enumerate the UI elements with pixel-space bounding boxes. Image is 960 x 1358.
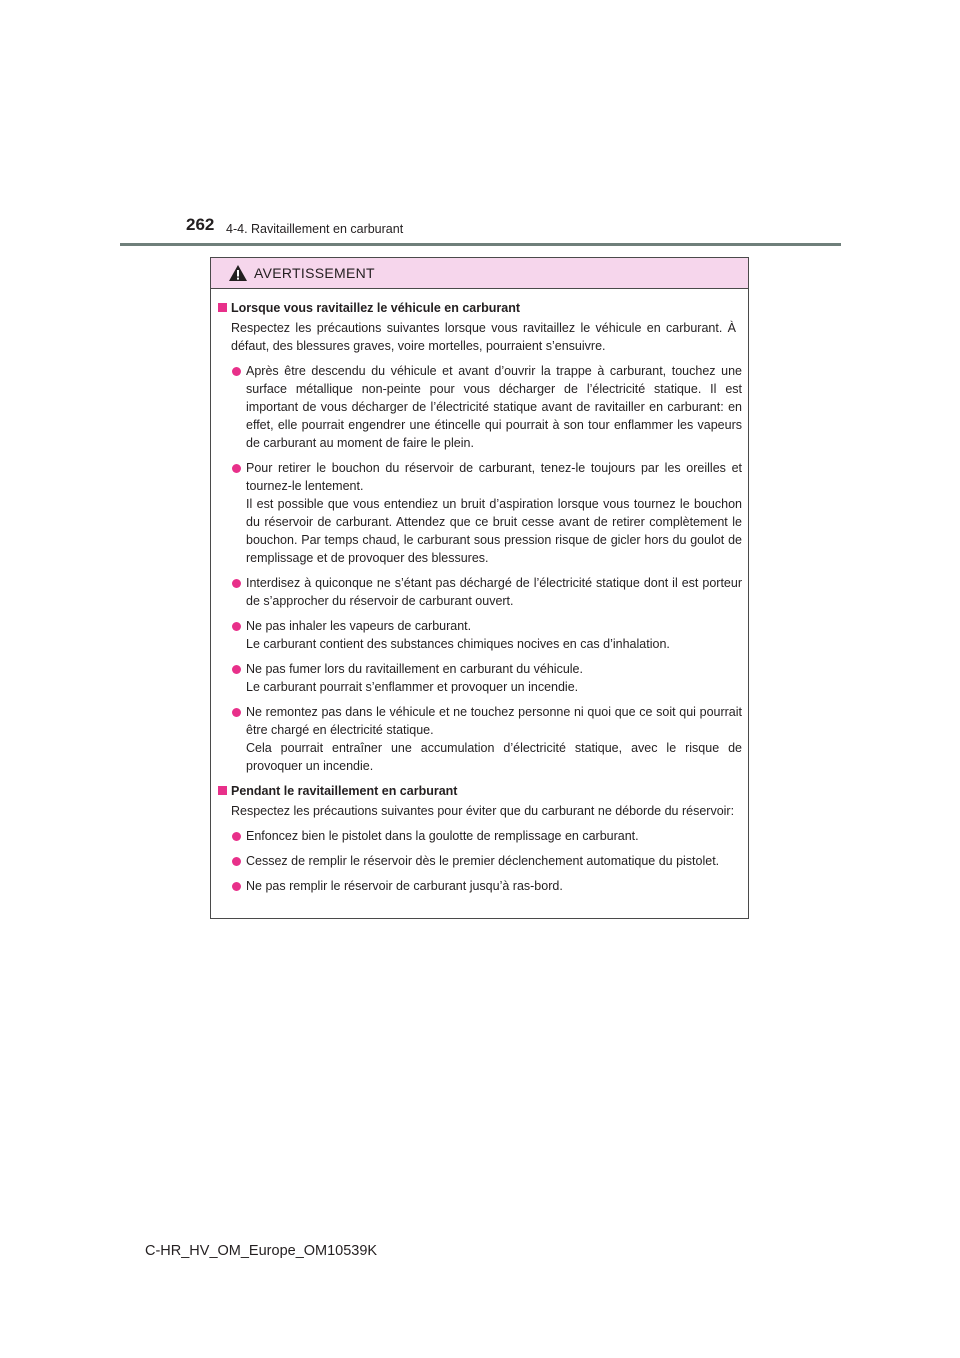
- warning-section: [217, 299, 742, 775]
- bullet-paragraph: Ne pas fumer lors du ravitaillement en carburant du véhicule.: [246, 662, 583, 676]
- dot-bullet-icon: [232, 579, 241, 588]
- header-rule: [120, 243, 841, 246]
- dot-bullet-icon: [232, 367, 241, 376]
- bullet-paragraph: Pour retirer le bouchon du réservoir de carburant, tenez-le toujours par les oreilles et tournez-le lentement.: [246, 461, 742, 493]
- bullet-text: [246, 362, 742, 452]
- bullet-text: [246, 574, 742, 610]
- bullet-paragraph: Le carburant contient des substances chimiques nocives en cas d’inhalation.: [246, 637, 670, 651]
- bullet-text: [246, 617, 742, 653]
- section-heading-text: Pendant le ravitaillement en carburant: [231, 784, 458, 798]
- section-title: 4-4. Ravitaillement en carburant: [226, 222, 404, 236]
- section-heading-text: Lorsque vous ravitaillez le véhicule en carburant: [231, 301, 520, 315]
- bullet-item: [232, 574, 742, 610]
- warning-box: [210, 257, 749, 919]
- bullet-paragraph: Il est possible que vous entendiez un bruit d’aspiration lorsque vous tournez le bouchon du réservoir de carburant. Attendez que ce bruit cesse avant de retirer complètement le bouchon. Par temps chaud, le carburant sous pression risque de gicler hors du goulot de remplissage et de provoquer des blessures.: [246, 497, 742, 565]
- section-intro: Respectez les précautions suivantes lorsque vous ravitaillez le véhicule en carburant. À défaut, des blessures graves, voire mortelles, pourraient s’ensuivre.: [231, 321, 736, 353]
- footer-doc-code: C-HR_HV_OM_Europe_OM10539K: [145, 1243, 378, 1259]
- bullet-paragraph: Le carburant pourrait s’enflammer et provoquer un incendie.: [246, 680, 579, 694]
- bullet-paragraph: Après être descendu du véhicule et avant d’ouvrir la trappe à carburant, touchez une surface métallique non-peinte pour vous décharger de l’électricité statique. Il est important de vous décharger de l’électricité statique avant de ravitailler en carburant: en effet, elle pourrait engendrer une étincelle qui pourrait à son tour enflammer les vapeurs de carburant au moment de faire le plein.: [246, 364, 742, 450]
- dot-bullet-icon: [232, 832, 241, 841]
- bullet-paragraph: Ne pas inhaler les vapeurs de carburant.: [246, 619, 472, 633]
- square-bullet-icon: [218, 786, 227, 795]
- bullet-paragraph: Enfoncez bien le pistolet dans la goulotte de remplissage en carburant.: [246, 829, 639, 843]
- bullet-paragraph: Ne remontez pas dans le véhicule et ne touchez personne ni quoi que ce soit qui pourrait être chargé en électricité statique.: [246, 705, 742, 737]
- square-bullet-icon: [218, 303, 227, 312]
- section-heading: [217, 782, 742, 800]
- bullet-item: [232, 617, 742, 653]
- bullet-paragraph: Interdisez à quiconque ne s’étant pas déchargé de l’électricité statique dont il est porteur de s’approcher du réservoir de carburant ouvert.: [246, 576, 742, 608]
- bullet-paragraph: Ne pas remplir le réservoir de carburant jusqu’à ras-bord.: [246, 879, 563, 893]
- warning-triangle-icon: [228, 264, 248, 282]
- bullet-text: [246, 459, 742, 567]
- bullet-text: [246, 660, 742, 696]
- bullet-item: [232, 827, 742, 845]
- dot-bullet-icon: [232, 882, 241, 891]
- bullet-text: [246, 877, 742, 895]
- warning-section: [217, 782, 742, 895]
- dot-bullet-icon: [232, 665, 241, 674]
- bullet-item: [232, 459, 742, 567]
- bullet-item: [232, 660, 742, 696]
- bullet-text: [246, 827, 742, 845]
- warning-header: [211, 258, 748, 289]
- section-heading: [217, 299, 742, 317]
- dot-bullet-icon: [232, 857, 241, 866]
- bullet-paragraph: Cessez de remplir le réservoir dès le premier déclenchement automatique du pistolet.: [246, 854, 720, 868]
- bullet-item: [232, 852, 742, 870]
- section-intro: Respectez les précautions suivantes pour éviter que du carburant ne déborde du réservoir:: [231, 804, 735, 818]
- bullet-item: [232, 877, 742, 895]
- bullet-item: [232, 362, 742, 452]
- warning-title: AVERTISSEMENT: [254, 265, 375, 281]
- page-number: 262: [186, 215, 215, 234]
- bullet-text: [246, 852, 742, 870]
- bullet-item: [232, 703, 742, 775]
- bullet-text: [246, 703, 742, 775]
- warning-body: [211, 289, 748, 918]
- bullet-paragraph: Cela pourrait entraîner une accumulation d’électricité statique, avec le risque de provoquer un incendie.: [246, 741, 742, 773]
- dot-bullet-icon: [232, 708, 241, 717]
- dot-bullet-icon: [232, 464, 241, 473]
- dot-bullet-icon: [232, 622, 241, 631]
